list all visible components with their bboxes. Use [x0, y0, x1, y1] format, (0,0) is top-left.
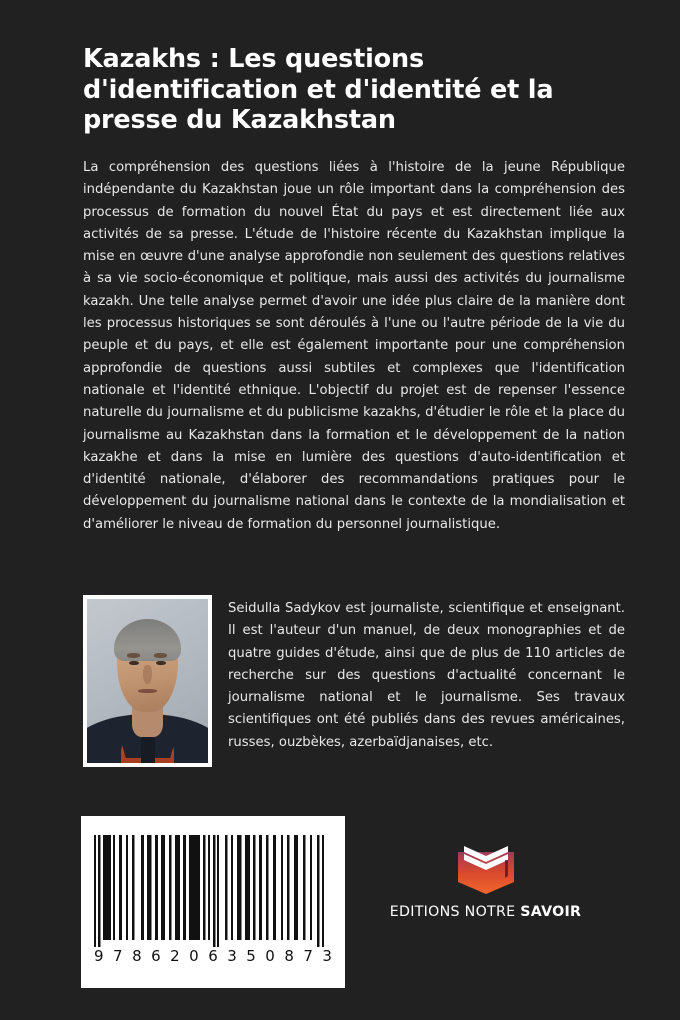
barcode-digits — [94, 947, 332, 965]
barcode-digit: 7 — [113, 947, 123, 965]
barcode-digit: 9 — [94, 947, 104, 965]
barcode-digit: 5 — [246, 947, 256, 965]
author-section — [83, 595, 625, 775]
barcode-bars — [94, 835, 332, 947]
barcode-digit: 6 — [151, 947, 161, 965]
open-book-icon-svg — [450, 836, 522, 898]
photo-eyebrow-left — [127, 653, 140, 658]
isbn-barcode — [81, 816, 345, 988]
author-biography: Seidulla Sadykov est journaliste, scientifique et enseignant. Il est l'auteur d'un manuel, de deux monographies et de quatre guides d'étude, ainsi que de plus de 110 articles de recherche sur des questions d'actualité concernant le journalisme national et le journalisme. Ses travaux scientifiques ont été publiés dans des revues américaines, russes, ouzbèkes, azerbaïdjanaises, etc. — [228, 601, 625, 750]
photo-eyebrow-right — [154, 653, 167, 658]
barcode-digit: 7 — [303, 947, 313, 965]
open-book-icon — [450, 836, 522, 898]
publisher-name-bold: SAVOIR — [520, 904, 582, 920]
book-title: Kazakhs : Les questions d'identification et d'identité et la presse du Kazakhstan — [83, 44, 554, 135]
barcode-digit: 0 — [189, 947, 199, 965]
barcode-digit: 3 — [227, 947, 237, 965]
photo-eye-right — [156, 661, 166, 666]
barcode-digit: 8 — [132, 947, 142, 965]
barcode-digit: 0 — [265, 947, 275, 965]
publisher-name — [383, 904, 588, 920]
publisher-logo-block — [383, 836, 588, 940]
publisher-name-regular: EDITIONS NOTRE — [389, 904, 516, 920]
photo-nose — [143, 665, 151, 685]
author-portrait-photo — [87, 599, 208, 763]
barcode-digit: 6 — [208, 947, 218, 965]
book-description: La compréhension des questions liées à l'histoire de la jeune République indépendante du Kazakhstan joue un rôle important dans la compréhension des processus de formation du nouvel État du pays et est directement liée aux activités de sa presse. L'étude de l'histoire récente du Kazakhstan implique la mise en œuvre d'une analyse approfondie non seulement des questions relatives à sa vie socio-économique et politique, mais aussi des activités du journalisme kazakh. Une telle analyse permet d'avoir une idée plus claire de la manière dont les processus historiques se sont déroulés à l'une ou l'autre période de la vie du peuple et du pays, et elle est également importante pour une compréhension approfondie de questions aussi subtiles et complexes que l'identification nationale et l'identité ethnique. L'objectif du projet est de repenser l'essence naturelle du journalisme et du publicisme kazakhs, d'étudier le rôle et la place du journalisme au Kazakhstan dans la formation et le développement de la nation kazakhe et dans la mise en lumière des questions d'auto-identification et d'identité nationale, d'élaborer des recommandations pratiques pour le développement du journalisme national dans le contexte de la mondialisation et d'améliorer le niveau de formation du personnel journalistique. — [83, 160, 625, 532]
author-photo-frame — [83, 595, 212, 767]
barcode-digit: 8 — [284, 947, 294, 965]
barcode-digit: 3 — [322, 947, 332, 965]
barcode-digit: 2 — [170, 947, 180, 965]
